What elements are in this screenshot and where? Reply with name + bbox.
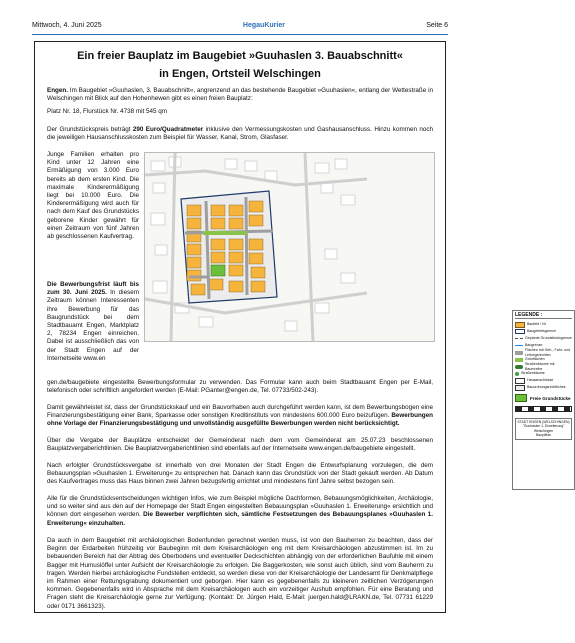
legend-label: Straßenbäume mit Baumreihe (525, 361, 555, 371)
legend-row (515, 349, 572, 356)
info-paragraph (47, 495, 433, 528)
sale-paragraph: Nach erfolgter Grundstücksvergabe ist innerhalb von drei Monaten der Stadt Engen die Entwurfsplanung vorzulegen, die dem Bebauungsplan »Guuhaslen 1. Erweiterung« zu entsprechen hat. Danach kann das Grundstück von der Stadt gekauft werden. Ab Datum des Kaufvertrages muss das Haus binnen zwei Jahren bezugsfertig errichtet und mindestens fünf Jahre selbst bezogen sein. (47, 462, 433, 486)
info-obligation: Die Bewerber verpflichten sich, sämtliche Festsetzungen des Bebauungsplanes »Guuhaslen 1. Erweiterung« einzuhalten. (47, 511, 433, 527)
deadline-continued: gen.de/baugebiete eingestellte Bewerbungsformular zu verwenden. Das Formular kann auch beim Stadtbauamt Engen per E-Mail, telefonisch oder schriftlich angefordert werden (E-Mail: PGanter@engen.de, Tel. 07733/502-243). (47, 379, 433, 395)
free-plot-legend (515, 394, 572, 402)
legend-label: Hausanschlüsse (527, 378, 554, 382)
scale-bar (515, 406, 572, 412)
legend-label: Grünflächen (525, 357, 545, 361)
deadline-strong: Die Bewerbungsfrist läuft bis zum 30. Juni 2025. (47, 281, 139, 297)
price-text-c: inklusive den Vermessungskosten und Gashausanschluss. Hinzu kommen noch die jeweiligen Hausanschlusskosten zum Beispiel für Wasser, Kanal, Strom, Glasfaser. (47, 126, 433, 142)
lead-paragraph (47, 87, 433, 103)
lead-text: Im Baugebiet »Guuhaslen, 3. Bauabschnitt«, angrenzend an das bestehende Baugebiet »Guuhaslen«, entlang der Wettestraße in Welschingen mit Blick auf den Hohenhewen gibt es einen freien Bauplatz: (47, 87, 433, 103)
deadline-paragraph (47, 281, 139, 363)
finance-paragraph (47, 404, 433, 429)
price-value: 290 Euro/Quadratmeter (132, 126, 204, 133)
plan-block-line: "Guuhaslen 1. Erweiterung" (522, 424, 565, 429)
page-number: Seite 6 (426, 22, 448, 29)
legend-row (515, 377, 572, 384)
legend-row (515, 363, 572, 370)
finance-text: Damit gewährleistet ist, dass der Grundstückskauf und ein Bauvorhaben auch durchgeführt werden kann, ist dem Bewerbungsbogen eine Finanzierungsbestätigung einer Bank, Sparkasse oder sonstigen Kreditinstituts von mindestens 600.000 Euro beizufügen. (47, 404, 433, 420)
free-plot-label: Freie Grundstücke (530, 395, 571, 401)
legend-row (515, 321, 572, 328)
plan-block-line: Welschingen (533, 428, 554, 433)
legend-row (515, 384, 572, 391)
title-line-1: Ein freier Bauplatz im Baugebiet »Guuhaslen 3. Bauabschnitt« (77, 50, 403, 62)
newspaper-name: HegauKurier (242, 22, 285, 29)
legend-label: Baugrenze (525, 343, 543, 347)
price-text-a: Der Grundstückspreis beträgt (47, 126, 133, 133)
plan-block-line: STADT ENGEN (WELSCHINGEN) (517, 420, 570, 424)
article-title (40, 47, 440, 83)
legend-row (515, 335, 572, 342)
legend-label: Baugebietsgrenze (527, 329, 556, 333)
legend-label: Baufeld / Nr (527, 322, 546, 326)
finance-warning: Bewerbungen ohne Vorlage der Finanzierungsbestätigung und unvollständig ausgefüllte Bewerbungen werden nicht berücksichtigt. (47, 412, 433, 428)
masthead-divider (32, 34, 448, 35)
archaeology-paragraph: Da auch in dem Baugebiet mit archäologischen Bodenfunden gerechnet werden muss, ist von den Bauherren zu beachten, dass der Beginn der Erdarbeiten frühzeitig vor Baubeginn mit dem Kreisarchäologen eng mit dem Kreisarchäologen abzustimmen ist. Im zu bebauenden Bereich hat der Abtrag des Oberbodens und eventueller Deckschichten abhängig von der erforderlichen Baufuhle mit einem Bagger mit Humuslöffel unter Aufsicht der Kreisarchäologie zu erfolgen. Die Baggerkosten, wie sonst auch üblich, sind vom Bauherrn zu tragen. Werden hierbei archäologische Fundstellen entdeckt, so werden diese von der Kreisarchäologie der Landesamt für Denkmalpflege im Rahmen einer Rettungsgrabung dokumentiert und geborgen. Hier kann es gegebenenfalls zu kleineren zeitlichen Verzögerungen kommen. Gegebenenfalls wird in Absprache mit dem Kreisarchäologen auch ein vorzeitiger Aushub empfohlen. Für eine Beratung und Fragen steht die Kreisarchäologie gerne zur Verfügung. (Kontakt: Dr. Jürgen Hald, E-Mail: juergen.hald@LRAKN.de, Tel. 07731 61229 oder 0171 3661323). (47, 537, 433, 610)
legend-label: Flächen mit Geh-, Fahr- und Leitungsrechten (525, 347, 571, 357)
plan-block-line: Bauplätze (535, 433, 552, 438)
legend-title: LEGENDE : (515, 313, 572, 319)
site-plan-drawing (145, 153, 367, 341)
issue-date: Mittwoch, 4. Juni 2025 (32, 22, 102, 29)
price-paragraph (47, 126, 433, 142)
legend-label: Bauordnungsrechtliches (527, 385, 566, 389)
family-discount-paragraph: Junge Familien erhalten pro Kind unter 12 Jahren eine Ermäßigung von 3.000 Euro bereits ab dem ersten Kind. Die maximale Kinderermäßigung liegt bei 10.000 Euro. Die Kinderermäßigung wird auch für nach dem Kauf des Grundstücks geborene Kinder gewährt für einen Zeitraum von fünf Jahren ab geschlossenen Kaufvertrag. (47, 151, 139, 241)
title-line-2: in Engen, Ortsteil Welschingen (159, 68, 321, 80)
legend-row (515, 328, 572, 335)
free-plot-marker (211, 265, 225, 276)
plan-title-block (515, 418, 572, 440)
plot-line: Platz Nr. 18, Flurstück Nr. 4738 mit 545 qm (47, 108, 168, 115)
legend-label: Straßenbäume (521, 371, 545, 375)
plan-legend (512, 310, 575, 490)
dateline: Engen. (47, 87, 68, 94)
council-paragraph: Über die Vergabe der Bauplätze entscheidet der Gemeinderat nach dem vom Gemeinderat am 25.07.23 beschlossenen Bauplatzvergaberichtlinien. Die Bauplatzvergaberichtlinien sind ebenfalls auf der Internetseite www.engen.de/baugebiete eingestellt. (47, 437, 433, 453)
info-text: Alle für die Grundstücksentscheidungen wichtigen Infos, wie zum Beispiel mögliche Dachformen, Bebauungsmöglichkeiten, Archäologie, und so weiter sind aus den auf der Homepage der Stadt Engen eingestellten Bebauungsplan »Guuhaslen 1. Erweiterung« ersichtlich und können dort eingesehen werden. (47, 495, 433, 519)
legend-label: Geplante Grundstücksgrenze (525, 336, 572, 340)
deadline-text: In diesem Zeitraum können Interessenten ihre Bewerbung für das Baugrundstück bei dem Stadtbauamt Engen, Marktplatz 2, 78234 Engen einreichen. Dabei ist ausschließlich das von der Stadt Engen auf der Internetseite www.en (47, 289, 139, 362)
